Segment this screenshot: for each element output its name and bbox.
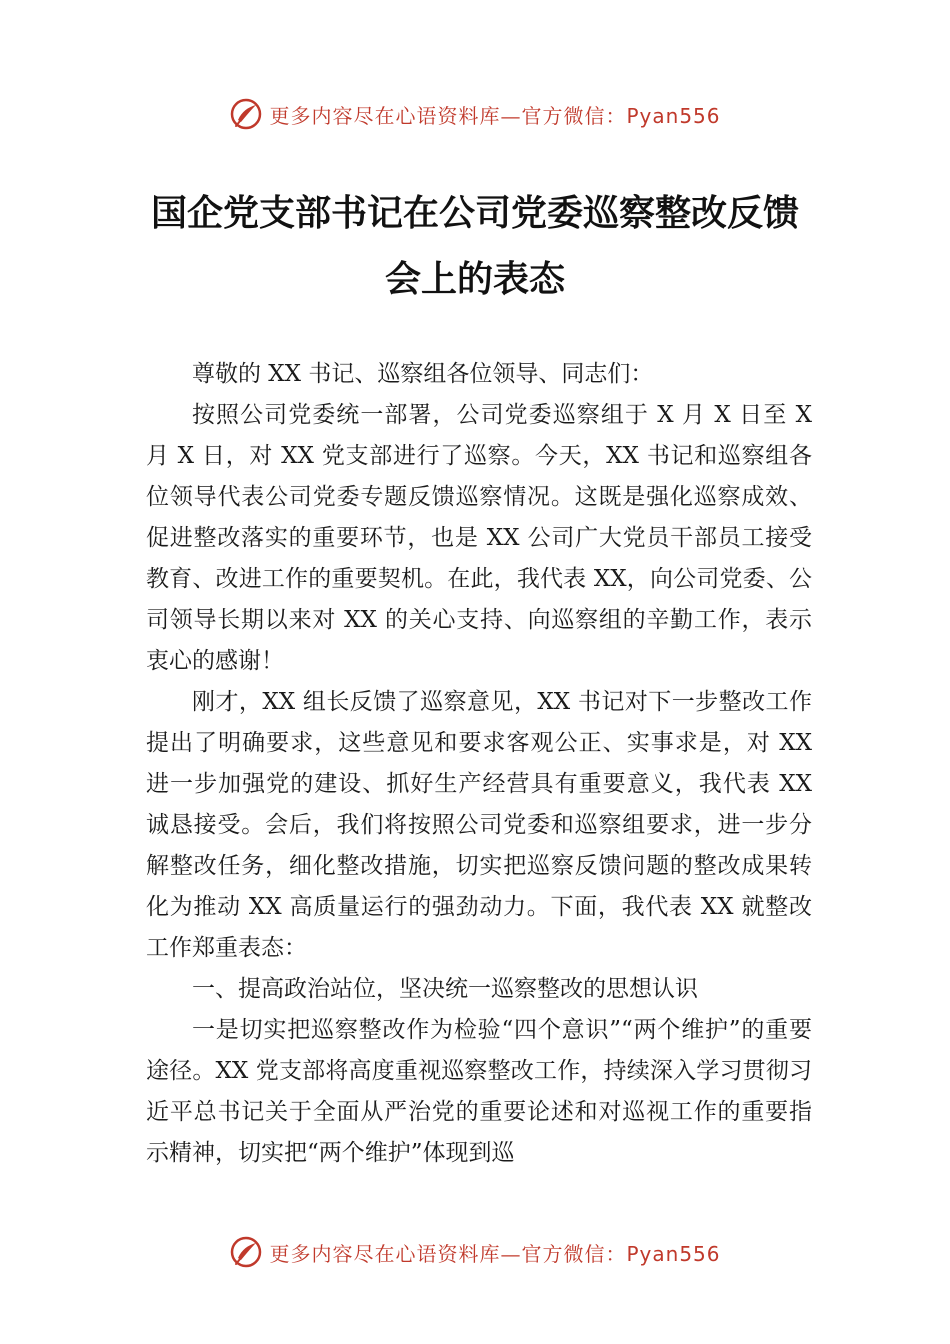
paragraph: 按照公司党委统一部署，公司党委巡察组于 X 月 X 日至 X 月 X 日，对 XX 党支部进行了巡察。今天，XX 书记和巡察组各位领导代表公司党委专题反馈巡察情况。这既是强化巡察成效、促进整改落实的重要环节，也是 XX 公司广大党员干部员工接受教育、改进工作的重要契机。在此，我代表 XX，向公司党委、公司领导长期以来对 XX 的关心支持、向巡察组的辛勤工作，表示衷心的感谢！ <box>146 402 812 674</box>
brand-logo-icon <box>229 97 263 131</box>
wechat-id: Pyan556 <box>626 103 721 128</box>
salutation: 尊敬的 XX 书记、巡察组各位领导、同志们： <box>192 361 654 387</box>
paragraph: 刚才，XX 组长反馈了巡察意见，XX 书记对下一步整改工作提出了明确要求，这些意见和要求客观公正、实事求是，对 XX 进一步加强党的建设、抓好生产经营具有重要意义，我代表 XX 诚恳接受。会后，我们将按照公司党委和巡察组要求，进一步分解整改任务，细化整改措施，切实把巡察反馈问题的整改成果转化为推动 XX 高质量运行的强劲动力。下面，我代表 XX 就整改工作郑重表态： <box>146 689 812 961</box>
title-line-1: 国企党支部书记在公司党委巡察整改反馈 <box>150 192 799 234</box>
wechat-id: Pyan556 <box>626 1241 721 1266</box>
footer-banner <box>0 1232 950 1272</box>
banner-text: 更多内容尽在心语资料库—官方微信：Pyan556 <box>269 1241 721 1266</box>
title-line-2: 会上的表态 <box>384 258 565 300</box>
banner-text: 更多内容尽在心语资料库—官方微信：Pyan556 <box>269 103 721 128</box>
header-banner <box>0 94 950 134</box>
paragraph: 一是切实把巡察整改作为检验“四个意识”“两个维护”的重要途径。XX 党支部将高度重视巡察整改工作，持续深入学习贯彻习近平总书记关于全面从严治党的重要论述和对巡视工作的重要指示精神，切实把“两个维护”体现到巡 <box>146 1017 812 1166</box>
brand-logo-icon <box>229 1235 263 1269</box>
document-title <box>0 180 950 312</box>
section-heading: 一、提高政治站位，坚决统一巡察整改的思想认识 <box>192 976 698 1002</box>
document-body <box>146 354 812 1174</box>
